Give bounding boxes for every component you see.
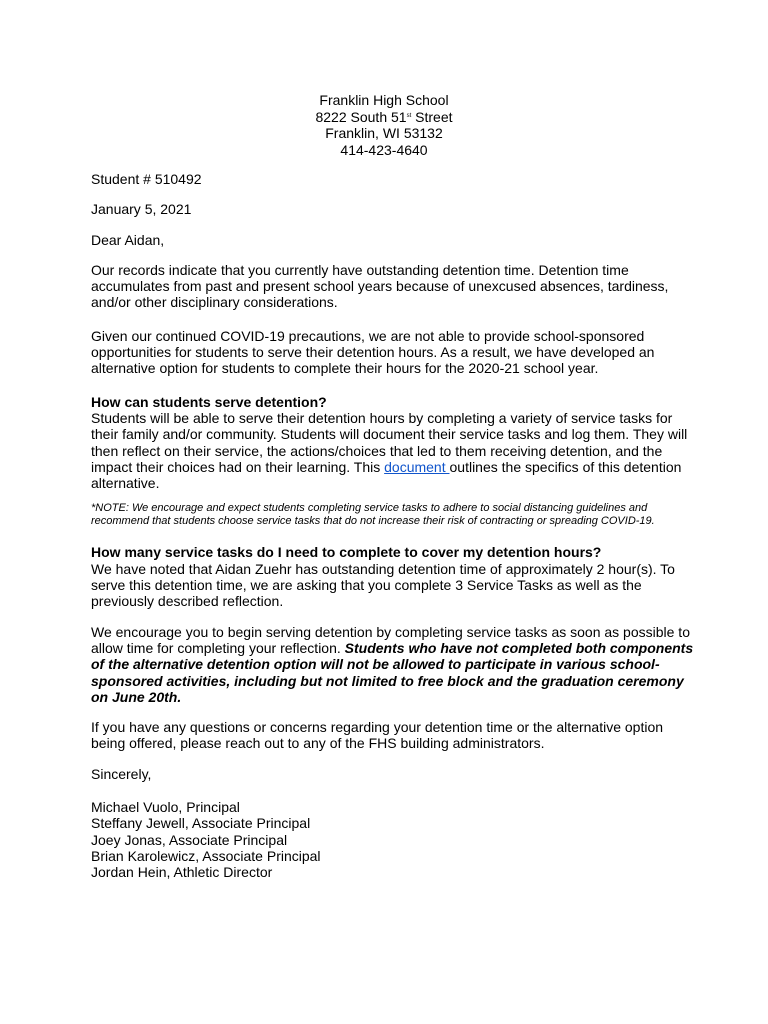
section-serve-detention [91, 394, 701, 492]
signatory: Joey Jonas, Associate Principal [91, 831, 288, 848]
street-number: 8222 South 51 [315, 108, 407, 125]
covid-note: *NOTE: We encourage and expect students completing service tasks to adhere to social distancing guidelines and recommend that students choose service tasks that do not increase their risk of contracting or spreading COVID-19. [91, 502, 655, 528]
letter-body [91, 171, 701, 881]
street-name: Street [411, 108, 453, 125]
document-link[interactable]: document [384, 458, 450, 475]
salutation: Dear Aidan, [91, 231, 165, 248]
street-ordinal: st [406, 112, 412, 119]
signatory: Michael Vuolo, Principal [91, 799, 240, 816]
paragraph-encourage [91, 624, 701, 705]
school-phone: 414-423-4640 [340, 141, 428, 158]
signatory: Steffany Jewell, Associate Principal [91, 815, 311, 832]
serve-text-end: outlines the specifics of this detention alternative. [91, 458, 682, 492]
paragraph-records: Our records indicate that you currently have outstanding detention time. Detention time accumulates from past and present school years because of unexcused absences, tardiness, and/or other disciplinary considerations. [91, 261, 669, 311]
paragraph-questions: If you have any questions or concerns regarding your detention time or the alternative option being offered, please reach out to any of the FHS building administrators. [91, 719, 664, 752]
school-city: Franklin, WI 53132 [325, 125, 443, 141]
section-service-tasks [91, 544, 701, 609]
paragraph-covid: Given our continued COVID-19 precautions, we are not able to provide school-sponsored opportunities for students to serve their detention hours. As a result, we have developed an alternative option for students to complete their hours for the 2020-21 school year. [91, 327, 655, 377]
closing: Sincerely, [91, 765, 152, 782]
serve-text-start: Students will be able to serve their detention hours by completing a variety of service tasks for their family and/or community. Students will document their service tasks and log them. They will then reflect on their service, the actions/choices that led to them receiving detention, and the impact their choices had on their learning. This [91, 409, 688, 475]
letterhead [0, 92, 768, 158]
section-text-serve [91, 410, 701, 491]
section-text-tasks: We have noted that Aidan Zuehr has outstanding detention time of approximately 2 hour(s). To serve this detention time, we are asking that you complete 3 Service Tasks as well as the previously described reflection. [91, 560, 675, 610]
student-number: Student # 510492 [91, 171, 202, 187]
school-street [0, 109, 768, 126]
signatory: Jordan Hein, Athletic Director [91, 864, 273, 881]
encourage-warning: Students who have not completed both components of the alternative detention option will not be allowed to participate in various school-sponsored activities, including but not limited to free block and the graduation ceremony on June 20th. [91, 639, 694, 705]
section-heading-serve: How can students serve detention? [91, 393, 327, 410]
school-name: Franklin High School [319, 92, 449, 108]
signatory-list [91, 799, 701, 880]
letter-date: January 5, 2021 [91, 201, 192, 218]
signatory: Brian Karolewicz, Associate Principal [91, 847, 321, 864]
section-heading-tasks: How many service tasks do I need to complete to cover my detention hours? [91, 544, 602, 561]
encourage-text: We encourage you to begin serving detention by completing service tasks as soon as possible to allow time for completing your reflection. [91, 623, 690, 656]
